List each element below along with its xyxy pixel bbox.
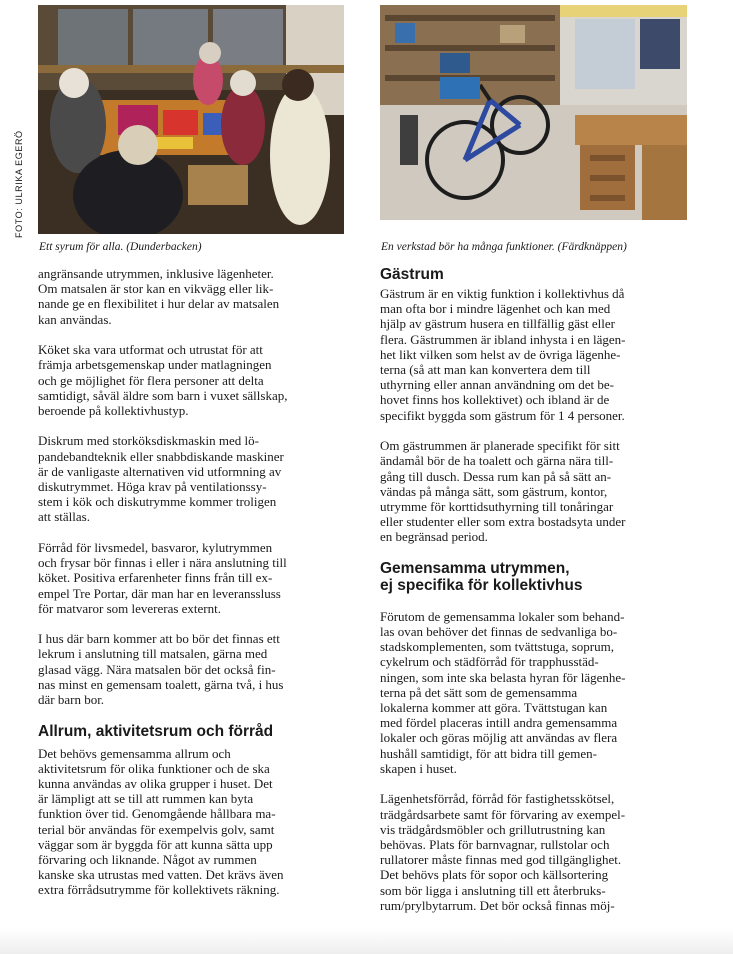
text-line: trädgårdsarbete samt för förvaring av exempel- [380,806,626,822]
text-line: utrymme för korttidsuthyrning till tonåringar [380,498,614,514]
text-line: Det behövs plats för sopor och källsortering [380,867,609,883]
text-line: Gästrum är en viktig funktion i kollektivhus då [380,286,625,301]
text-line: het likt vilken som helst av de övriga lägenhe- [380,346,621,362]
workshop-illustration [380,5,687,234]
bottom-fade [0,928,733,954]
paragraph [380,791,686,913]
paragraph [38,266,350,327]
heading-allrum: Allrum, aktivitetsrum och förråd [38,722,274,740]
text-line: med fördel placeras intill andra gemensamma [380,715,618,731]
text-line: stem i kök och diskutrymme kommer troligen [38,494,277,510]
text-line: terial bör användas för exempelvis golv, samt [38,821,275,837]
text-line: lekrum i anslutning till matsalen, gärna med [38,646,268,662]
text-line: behövas. Plats för barnvagnar, rullstolar och [380,836,610,852]
text-line: man ofta bor i mindre lägenhet och kan med [380,301,611,317]
text-line: pandebandteknik eller snabbdiskande maskiner [38,448,284,464]
text-line: aktivitetsrum för olika funktioner och de ska [38,760,270,776]
text-line: gång till dusch. Dessa rum kan på så sätt an- [380,468,612,484]
text-line: Förutom de gemensamma lokaler som behand- [380,608,625,624]
photo-credit: FOTO: ULRIKA EGERÖ [14,130,24,238]
text-line: för matvaror som levereras externt. [38,600,222,616]
text-line: som bör ligga i anslutning till ett återbruks- [380,882,606,898]
text-line: väggar som är byggda för att kunna sätta upp [38,836,273,852]
heading-line: Gemensamma utrymmen, [380,559,570,577]
text-line: är lämpligt att se till att rummen kan byta [38,791,254,807]
left-column [38,266,350,913]
text-line: nas minst en gemensam toalett, gärna två, i hus [38,676,284,692]
text-line: där barn bor. [38,692,105,708]
heading-line: ej specifika för kollektivhus [380,576,583,594]
paragraph [38,342,350,418]
text-line: ningen, som inte ska belasta hyran för lägenhe- [380,669,626,685]
text-line: köket. Positiva erfarenheter finns från till ex- [38,570,273,586]
text-line: cykelrum och städförråd för trapphusstäd- [380,654,599,670]
text-line: kunna användas av olika grupper i huset. Det [38,775,273,791]
text-line: glasad vägg. Nära matsalen bör det också fin- [38,661,276,677]
text-line: Diskrum med storköksdiskmaskin med lö- [38,433,259,449]
text-line: specifikt byggda som gästrum för 1 4 personer. [380,407,625,423]
sewing-room-illustration [38,5,344,234]
text-line: att ställas. [38,509,90,525]
text-line: lokalerna kommer att göra. Tvättstugan kan [380,700,608,716]
text-line: diskutrymmet. Höga krav på ventilationssy- [38,479,267,495]
paragraph [38,433,350,524]
text-line: Förråd för livsmedel, basvaror, kylutrymmen [38,539,273,555]
text-line: Det behövs gemensamma allrum och [38,745,231,761]
caption-sewing-room: Ett syrum för alla. (Dunderbacken) [39,241,202,253]
text-line: hovet finns hos kollektivet) och ibland är de [380,392,610,408]
text-line: hushåll samtidigt, för att bidra till gemen- [380,745,597,761]
text-line: angränsande utrymmen, inklusive lägenheter. [38,266,274,281]
text-line: terna på det sätt som de gemensamma [380,684,578,700]
text-line: extra förrådsutrymme för kollektivets räkning. [38,882,280,898]
text-line: lokaler och göras möjlig att användas av flera [380,730,618,746]
text-line: nande ge en flexibilitet i hur delar av matsalen [38,296,280,312]
text-line: kan användas. [38,311,112,327]
text-line: Om gästrummen är planerade specifikt för sitt [380,438,620,454]
text-line: uthyrning eller annan användning om det be- [380,377,614,393]
text-line: terna (så att man kan konvertera dem till [380,362,591,378]
text-line: vis trädgårdsmöbler och grillutrustning kan [380,821,606,837]
paragraph [380,286,686,423]
text-line: kanske ska utrustas med vatten. Det krävs även [38,867,284,883]
text-line: flera. Gästrummen är ibland inhysta i en lägen- [380,331,626,347]
text-line: rullatorer måste finnas med god tillgänglighet. [380,852,622,868]
caption-workshop: En verkstad bör ha många funktioner. (Färdknäppen) [381,241,627,253]
text-line: stadskomplementen, som tvättstuga, soprum, [380,639,614,655]
text-line: funktion över tid. Genomgående hållbara ma- [38,806,276,822]
photo-workshop [380,5,687,234]
text-line: ändamål bör de ha toalett och gärna nära till- [380,453,614,469]
heading-gastrum: Gästrum [380,266,444,283]
text-line: främja arbetsgemenskap under matlagningen [38,357,272,373]
paragraph [38,631,350,707]
text-line: rum/prylbytarrum. Det bör också finnas möj- [380,897,615,913]
text-line: är de vanligaste alternativen vid utformning av [38,463,282,479]
text-line: I hus där barn kommer att bo bör det finnas ett [38,631,280,647]
text-line: förvaring och liknande. Något av rummen [38,851,257,867]
text-line: empel Tre Portar, där man har en leveranssluss [38,585,281,601]
text-line: och ge möjlighet för flera personer att delta [38,372,264,388]
text-line: beroende på kollektivhustyp. [38,402,189,418]
text-line: vändas på många sätt, som gästrum, kontor, [380,483,608,499]
text-line: en begränsad period. [380,529,488,545]
paragraph [38,540,350,616]
text-line: samtidigt, såväl äldre som barn i vuxet sällskap, [38,387,288,403]
right-column [380,266,686,928]
text-line: Köket ska vara utformat och utrustat för att [38,342,263,358]
text-line: Lägenhetsförråd, förråd för fastighetsskötsel, [380,791,615,807]
text-line: Om matsalen är stor kan en vikvägg eller lik- [38,281,274,297]
text-line: eller studenter eller som extra bostadsyta under [380,514,626,530]
text-line: hjälp av gästrum husera en tillfällig gäst eller [380,316,616,332]
paragraph [38,746,350,898]
text-line: och frysar bör finnas i eller i nära anslutning till [38,555,287,571]
photo-sewing-room [38,5,344,234]
heading-gemensamma [380,560,686,594]
text-line: skapen i huset. [380,760,457,776]
paragraph [380,609,686,776]
paragraph [380,438,686,544]
text-line: las ovan behöver det finnas de sedvanliga bo- [380,624,618,640]
